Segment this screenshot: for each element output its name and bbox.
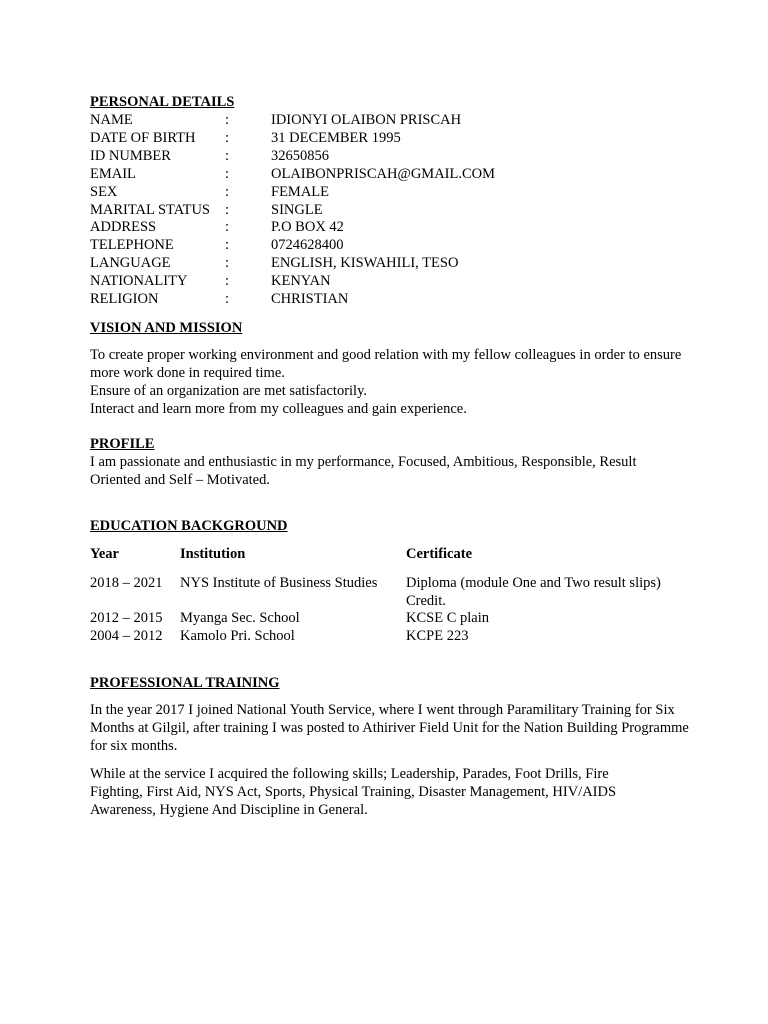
email-separator: : (225, 166, 230, 182)
education-institution: Myanga Sec. School (180, 610, 300, 626)
language-value: ENGLISH, KISWAHILI, TESO (271, 255, 459, 271)
vision-paragraph-2: Ensure of an organization are met satisfactorily. (90, 383, 368, 399)
personal-details-heading: PERSONAL DETAILS (90, 94, 235, 110)
dob-label: DATE OF BIRTH (90, 130, 196, 146)
training-heading: PROFESSIONAL TRAINING (90, 675, 280, 691)
nationality-separator: : (225, 273, 230, 289)
education-header-year: Year (90, 546, 119, 562)
address-value: P.O BOX 42 (271, 219, 344, 235)
email-value: OLAIBONPRISCAH@GMAIL.COM (271, 166, 496, 182)
training-paragraph-1: In the year 2017 I joined National Youth Service, where I went through Paramilitary Training for Six Months at Gilgil, after training I was posted to Athiriver Field Unit for the Nation Building Programme for six months. (90, 702, 689, 754)
education-header-certificate: Certificate (406, 546, 473, 562)
name-label: NAME (90, 112, 133, 128)
education-institution: NYS Institute of Business Studies (180, 575, 378, 591)
religion-label: RELIGION (90, 291, 159, 307)
nationality-value: KENYAN (271, 273, 331, 289)
nationality-label: NATIONALITY (90, 273, 188, 289)
education-year: 2004 – 2012 (90, 628, 163, 644)
name-separator: : (225, 112, 230, 128)
telephone-label: TELEPHONE (90, 237, 174, 253)
dob-separator: : (225, 130, 230, 146)
religion-separator: : (225, 291, 230, 307)
profile-text: I am passionate and enthusiastic in my performance, Focused, Ambitious, Responsible, Result Oriented and Self – Motivated. (90, 454, 637, 488)
email-label: EMAIL (90, 166, 136, 182)
marital-status-value: SINGLE (271, 202, 323, 218)
training-paragraph-2: While at the service I acquired the following skills; Leadership, Parades, Foot Drills, Fire Fighting, First Aid, NYS Act, Sports, Physical Training, Disaster Management, HIV/AIDS Awareness, Hygiene And Discipline in General. (90, 766, 617, 818)
profile-heading: PROFILE (90, 436, 155, 452)
sex-value: FEMALE (271, 184, 329, 200)
address-label: ADDRESS (90, 219, 157, 235)
address-separator: : (225, 219, 230, 235)
marital-status-label: MARITAL STATUS (90, 202, 210, 218)
sex-separator: : (225, 184, 230, 200)
id-number-value: 32650856 (271, 148, 329, 164)
religion-value: CHRISTIAN (271, 291, 349, 307)
education-heading: EDUCATION BACKGROUND (90, 518, 288, 534)
name-value: IDIONYI OLAIBON PRISCAH (271, 112, 462, 128)
dob-value: 31 DECEMBER 1995 (271, 130, 401, 146)
vision-paragraph-1: To create proper working environment and good relation with my fellow colleagues in order to ensure more work done in required time. (90, 347, 682, 381)
id-number-separator: : (225, 148, 230, 164)
sex-label: SEX (90, 184, 118, 200)
education-institution: Kamolo Pri. School (180, 628, 295, 644)
marital-status-separator: : (225, 202, 230, 218)
education-year: 2012 – 2015 (90, 610, 163, 626)
education-year: 2018 – 2021 (90, 575, 163, 591)
education-header-institution: Institution (180, 546, 246, 562)
education-certificate: KCPE 223 (406, 628, 469, 644)
education-certificate: Diploma (module One and Two result slips) (406, 575, 661, 591)
id-number-label: ID NUMBER (90, 148, 171, 164)
language-separator: : (225, 255, 230, 271)
telephone-separator: : (225, 237, 230, 253)
language-label: LANGUAGE (90, 255, 171, 271)
education-certificate: KCSE C plain (406, 610, 489, 626)
education-certificate-line-2: Credit. (406, 593, 446, 609)
vision-mission-heading: VISION AND MISSION (90, 320, 243, 336)
telephone-value: 0724628400 (271, 237, 344, 253)
vision-paragraph-3: Interact and learn more from my colleagues and gain experience. (90, 401, 467, 417)
